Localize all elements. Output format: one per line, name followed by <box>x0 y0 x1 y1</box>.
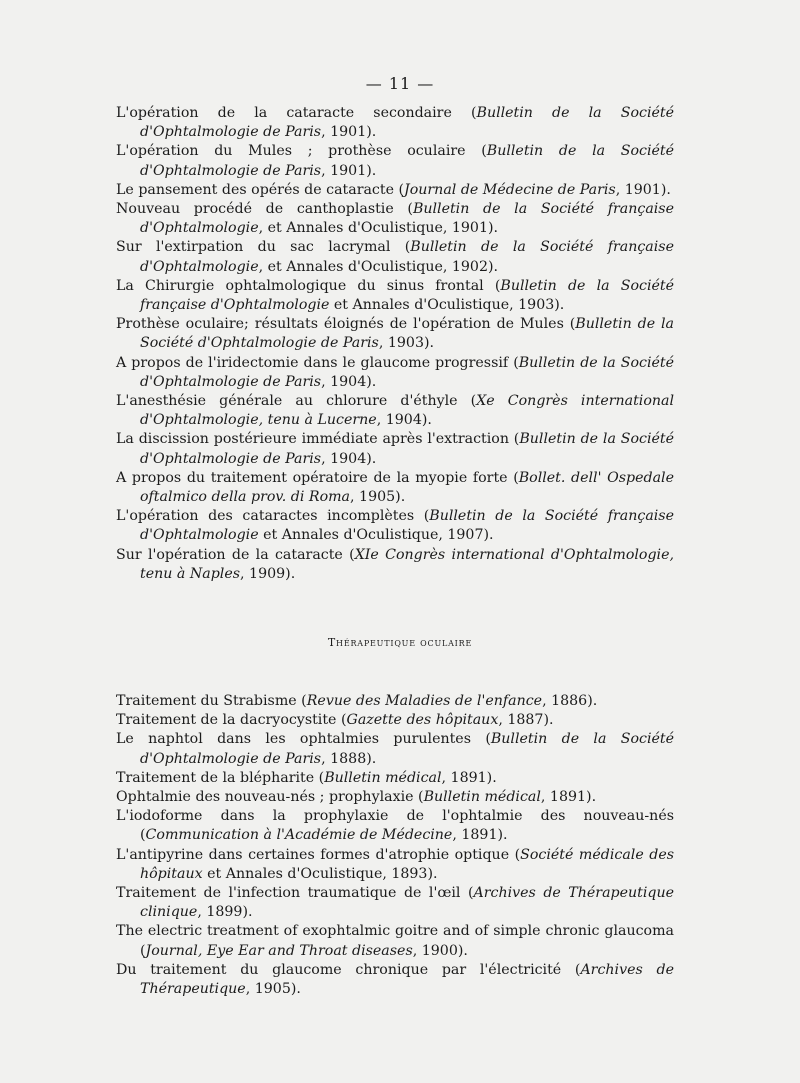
entry-date: et Annales d'Oculistique, 1893). <box>202 865 438 882</box>
entry-title: Sur l'opération de la cataracte ( <box>116 546 355 563</box>
entry-publication: Bulletin de la Société d'Ophtalmologie de Paris <box>140 354 674 390</box>
entry-title: Sur l'extirpation du sac lacrymal ( <box>116 239 411 256</box>
page-number: — 11 — <box>365 74 435 93</box>
bibliography-entry <box>116 430 674 468</box>
entry-publication: Bulletin de la Société française d'Ophtalmologie <box>140 508 674 544</box>
bibliography-list-surgery <box>116 104 674 584</box>
entry-publication: Xe Congrès international d'Ophtalmologie, tenu à Lucerne <box>140 393 675 429</box>
entry-publication: Société médicale des hôpitaux <box>140 846 674 882</box>
entry-publication: Bulletin médical <box>423 789 541 806</box>
entry-title: The electric treatment of exophtalmic goitre and of simple chronic glaucoma ( <box>116 923 674 959</box>
entry-title: Traitement de l'infection traumatique de l'œil ( <box>116 885 474 902</box>
entry-date: , 1899). <box>197 904 253 921</box>
bibliography-entry <box>116 200 674 238</box>
entry-publication: Bulletin de la Société d'Ophtalmologie de Paris <box>140 731 674 767</box>
entry-date: , 1886). <box>542 693 598 709</box>
entry-publication: Gazette des hôpitaux <box>346 712 499 729</box>
entry-date: , 1901). <box>321 124 377 141</box>
entry-publication: Bulletin de la Société d'Ophtalmologie de Paris <box>140 105 674 141</box>
bibliography-entry <box>116 846 674 884</box>
entry-date: , 1909). <box>240 565 296 582</box>
bibliography-entry <box>116 181 674 200</box>
entry-publication: Bulletin de la Société française d'Ophtalmologie <box>140 277 674 314</box>
bibliography-entry <box>116 730 674 768</box>
entry-date: , 1900). <box>412 942 468 959</box>
bibliography-entry <box>116 769 674 788</box>
entry-title: Le naphtol dans les ophtalmies purulentes ( <box>116 731 491 748</box>
bibliography-entry <box>116 238 674 276</box>
entry-date: , 1904). <box>376 412 432 429</box>
entry-title: A propos du traitement opératoire de la myopie forte ( <box>116 469 519 486</box>
entry-title: L'opération du Mules ; prothèse oculaire ( <box>116 143 487 160</box>
entry-title: Nouveau procédé de canthoplastie ( <box>116 201 413 218</box>
entry-date: , 1891). <box>540 789 597 806</box>
bibliography-entry <box>116 961 674 999</box>
entry-title: Traitement de la blépharite ( <box>116 769 325 786</box>
entry-title: Traitement de la dacryocystite ( <box>116 712 347 729</box>
bibliography-entry <box>116 692 674 711</box>
entry-publication: Bulletin de la Société d'Ophtalmologie de Paris <box>140 431 675 467</box>
entry-title: Prothèse oculaire; résultats éloignés de l'opération de Mules ( <box>116 316 576 333</box>
entry-date: , 1888). <box>321 750 377 767</box>
section-heading: Thérapeutique oculaire <box>327 636 473 649</box>
bibliography-entry <box>116 788 674 807</box>
entry-title: L'anesthésie générale au chlorure d'éthyle ( <box>116 393 477 410</box>
entry-date: , et Annales d'Oculistique, 1902). <box>258 258 499 275</box>
entry-publication: Archives de Thérapeutique clinique <box>140 885 674 921</box>
entry-date: , 1901). <box>615 181 671 198</box>
entry-publication: Bollet. dell' Ospedale oftalmico della prov. di Roma <box>140 469 674 506</box>
entry-date: et Annales d'Oculistique, 1903). <box>329 297 565 314</box>
entry-title: Ophtalmie des nouveau-nés ; prophylaxie ( <box>116 789 424 806</box>
entry-title: Le pansement des opérés de cataracte ( <box>116 181 405 198</box>
entry-date: , 1903). <box>378 335 435 352</box>
bibliography-entry <box>116 807 674 845</box>
entry-date: , 1887). <box>498 712 554 729</box>
entry-title: A propos de l'iridectomie dans le glaucome progressif ( <box>116 354 519 371</box>
bibliography-entry <box>116 315 674 353</box>
entry-title: La Chirurgie ophtalmologique du sinus frontal ( <box>116 277 501 294</box>
entry-date: , 1905). <box>350 489 406 506</box>
bibliography-entry <box>116 104 674 142</box>
entry-publication: Bulletin de la Société française d'Ophtalmologie <box>140 239 674 275</box>
entry-date: , 1891). <box>452 827 508 844</box>
bibliography-entry <box>116 507 674 545</box>
entry-publication: XIe Congrès international d'Ophtalmologie, tenu à Naples <box>140 546 674 582</box>
entry-date: , 1905). <box>245 981 301 998</box>
entry-title: Du traitement du glaucome chronique par l'électricité ( <box>116 961 581 978</box>
entry-title: Traitement du Strabisme ( <box>116 693 307 709</box>
entry-title: L'antipyrine dans certaines formes d'atrophie optique ( <box>116 846 521 863</box>
bibliography-entry <box>116 354 674 392</box>
bibliography-entry <box>116 884 674 922</box>
entry-publication: Journal de Médecine de Paris <box>404 181 616 198</box>
entry-publication: Bulletin de la Société d'Ophtalmologie de Paris <box>140 316 674 352</box>
entry-title: L'opération de la cataracte secondaire ( <box>116 105 477 121</box>
bibliography-entry <box>116 469 674 507</box>
entry-date: , 1901). <box>321 162 377 179</box>
entry-publication: Communication à l'Académie de Médecine <box>145 827 453 844</box>
entry-publication: Revue des Maladies de l'enfance <box>306 693 543 709</box>
bibliography-entry <box>116 711 674 730</box>
entry-date: , 1904). <box>321 450 377 467</box>
bibliography-list-therapeutics <box>116 692 674 999</box>
bibliography-entry <box>116 922 674 960</box>
entry-title: L'opération des cataractes incomplètes ( <box>116 508 430 525</box>
entry-date: , 1904). <box>321 373 377 390</box>
entry-publication: Bulletin de la Société d'Ophtalmologie de Paris <box>140 143 675 179</box>
bibliography-entry <box>116 392 674 430</box>
entry-publication: Bulletin médical <box>324 769 442 786</box>
bibliography-entry <box>116 546 674 584</box>
entry-publication: Bulletin de la Société française d'Ophtalmologie <box>140 201 674 237</box>
entry-publication: Journal, Eye Ear and Throat diseases <box>145 942 413 959</box>
bibliography-entry <box>116 142 674 180</box>
entry-publication: Archives de Thérapeutique <box>140 961 674 998</box>
bibliography-entry <box>116 277 674 315</box>
entry-title: L'iodoforme dans la prophylaxie de l'ophtalmie des nouveau-nés ( <box>116 808 674 844</box>
entry-date: , et Annales d'Oculistique, 1901). <box>258 220 499 237</box>
entry-date: , 1891). <box>441 769 497 786</box>
entry-date: et Annales d'Oculistique, 1907). <box>258 527 494 544</box>
entry-title: La discission postérieure immédiate après l'extraction ( <box>116 431 520 448</box>
